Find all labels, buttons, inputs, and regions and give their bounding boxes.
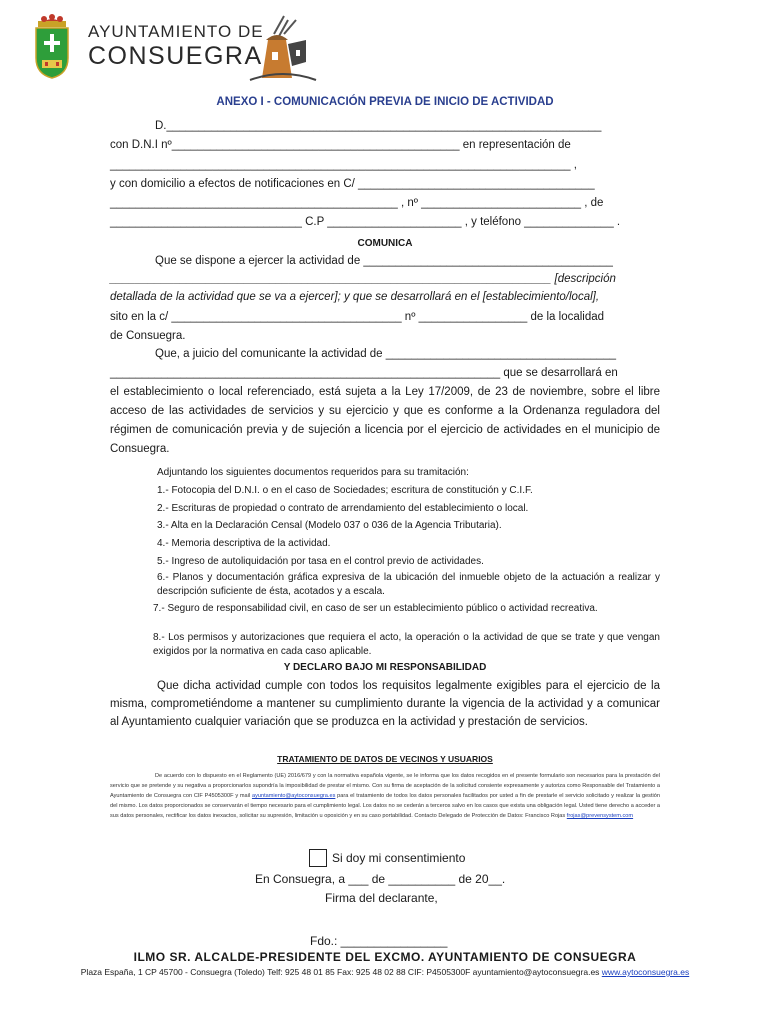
declaro-text: Que dicha actividad cumple con todos los requisitos legalmente exigibles para el ejercicio de la misma, comprometiéndome a mantener su cumplimiento durante la vigencia de la actividad y a comunicar al Ayuntamiento cualquier variación que se produzca en la actividad y prestación de servicios. <box>110 680 660 728</box>
form-line-juicio: Que, a juicio del comunicante la actividad de ____________________________________ <box>155 348 617 360</box>
website-link[interactable]: www.aytoconsuegra.es <box>601 967 690 977</box>
doc-item: 2.- Escrituras de propiedad o contrato de arrendamiento del establecimiento o local. <box>157 503 529 514</box>
coat-of-arms-icon <box>32 12 72 80</box>
docs-intro: Adjuntando los siguientes documentos requeridos para su tramitación: <box>157 467 469 478</box>
form-line-detallada: detallada de la actividad que se va a ejercer]; y que se desarrollará en el [establecimiento/local], <box>110 291 600 303</box>
document-title: ANEXO I - COMUNICACIÓN PREVIA DE INICIO DE ACTIVIDAD <box>216 96 554 108</box>
form-line-numero: _____________________________________________ , nº _________________________ , de <box>110 197 604 209</box>
form-line-sito: sito en la c/ ____________________________________ nº _________________ de la localidad <box>110 311 605 323</box>
doc-item: 5.- Ingreso de autoliquidación por tasa en el control previo de actividades. <box>157 556 484 567</box>
form-line-dni: con D.N.I nº_____________________________________________ en representación de <box>110 139 571 151</box>
dpo-email-link[interactable]: frojas@prevensystem.com <box>566 813 634 819</box>
form-line-desarrollara: _____________________________________________________________ que se desarrollará en <box>110 367 618 379</box>
doc-item: 1.- Fotocopia del D.N.I. o en el caso de Sociedades; escritura de constitución y C.I.F. <box>157 485 533 496</box>
legal-paragraph: el establecimiento o local referenciado, está sujeta a la Ley 17/2009, de 23 de noviembre, sobre el libre acceso de las actividades de servicios y su ejercicio y que es conforme a la Ordenanza reguladora del régimen de comunicación previa y de sujeción a licencia por el ejercicio de actividades en el municipio de Consuegra. <box>110 386 660 455</box>
privacy-heading: TRATAMIENTO DE DATOS DE VECINOS Y USUARIOS <box>277 754 493 764</box>
doc-item: 4.- Memoria descriptiva de la actividad. <box>157 538 331 549</box>
doc-item: 7.- Seguro de responsabilidad civil, en caso de ser un establecimiento público o actividad recreativa. <box>153 603 598 614</box>
doc-item: 3.- Alta en la Declaración Censal (Modelo 037 o 036 de la Agencia Tributaria). <box>157 520 502 531</box>
form-line-descripcion: _____________________________________________________________________ [descripción <box>110 273 616 285</box>
privacy-email-link[interactable]: ayuntamiento@aytoconsuegra.es <box>251 793 336 799</box>
footer-authority: ILMO SR. ALCALDE-PRESIDENTE DEL EXCMO. AYUNTAMIENTO DE CONSUEGRA <box>133 950 637 964</box>
form-line-domicilio: y con domicilio a efectos de notificaciones en C/ _____________________________________ <box>110 178 595 190</box>
footer-address: Plaza España, 1 CP 45700 - Consuegra (Toledo) Telf: 925 48 01 85 Fax: 925 48 02 88 CIF: P4505300F ayuntamiento@aytoconsuegra.es www.aytoconsuegra.es <box>80 967 690 977</box>
brand-line-2: CONSUEGRA <box>88 42 263 70</box>
brand-line-1: AYUNTAMIENTO DE <box>88 22 264 41</box>
doc-item: 6.- Planos y documentación gráfica expresiva de la ubicación del inmueble objeto de la actuación a realizar y descripción suficiente de ésta, acotados y a escala. <box>157 572 660 597</box>
comunica-heading: COMUNICA <box>357 238 413 249</box>
form-line-name: D.____________________________________________________________________ <box>155 120 602 132</box>
windmill-logo-icon <box>248 10 318 82</box>
consent-checkbox[interactable] <box>309 849 327 867</box>
form-line-representacion: ________________________________________________________________________ , <box>110 159 577 171</box>
doc-item: 8.- Los permisos y autorizaciones que requiera el acto, la operación o la actividad de que se trate y que vengan exigidos por la normativa en cada caso aplicable. <box>153 632 660 657</box>
declaro-heading: Y DECLARO BAJO MI RESPONSABILIDAD <box>283 662 487 673</box>
form-line-telefono: ______________________________ C.P _____________________ , y teléfono ______________ . <box>110 216 621 228</box>
place-date: En Consuegra, a ___ de __________ de 20__. <box>255 872 506 886</box>
consent-label: Si doy mi consentimiento <box>332 851 466 865</box>
form-line-actividad: Que se dispone a ejercer la actividad de _______________________________________ <box>155 255 613 267</box>
privacy-text: De acuerdo con lo dispuesto en el Reglamento (UE) 2016/679 y con la normativa española vigente, se le informa que los datos recogidos en el presente formulario son necesarios para la prestación del servicio que se pretende y su negativa a proporcionarlos supondría la imposibilidad de prestar el mismo. Con su firma de aceptación de la solicitud consiente expresamente y autoriza como Responsable del Tratamiento a Ayuntamiento de Consuegra con CIF P4505300F y mail ayuntamiento@aytoconsuegra.es para el tratamiento de todos los datos personales facilitados por usted a fin de prestarle el servicio solicitado y realizar la gestión del mismo. Los datos proporcionados se conservarán el tiempo necesario para el cumplimiento legal. Los datos no se cederán a terceros salvo en los casos que exista una obligación legal. Usted tiene derecho a acceder a sus datos personales, rectificar los datos inexactos, solicitar su supresión, limitación u oposición y en su caso portabilidad. Contacto Delegado de Protección de Datos: Francisco Rojas frojas@prevensystem.com <box>110 773 660 819</box>
form-line-localidad: de Consuegra. <box>110 330 186 342</box>
firma-label: Firma del declarante, <box>325 891 438 905</box>
fdo-line: Fdo.: ________________ <box>310 934 448 948</box>
